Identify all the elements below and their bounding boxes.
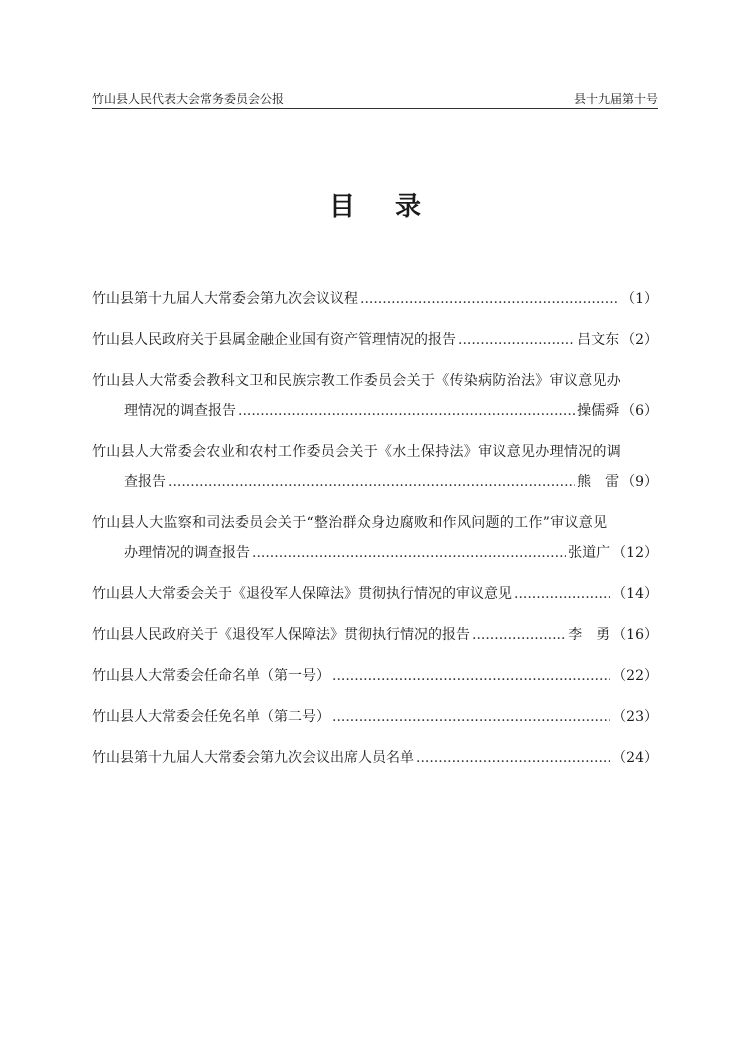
toc-entry-title: 理情况的调查报告	[124, 403, 236, 419]
toc-entry-title: 竹山县人大常委会关于《退役军人保障法》贯彻执行情况的审议意见	[92, 586, 512, 602]
header-publication-name: 竹山县人民代表大会常务委员会公报	[92, 92, 285, 106]
toc-entry-page: （24）	[612, 750, 658, 766]
toc-entry-author: 李 勇	[568, 627, 611, 643]
toc-entry-author: 吕文东	[577, 332, 620, 348]
toc-entry-page: （22）	[612, 668, 658, 684]
dot-leader	[252, 538, 566, 568]
dot-leader	[238, 396, 575, 426]
toc-entry-page: （14）	[612, 586, 658, 602]
toc-entry[interactable]	[92, 508, 658, 568]
toc-entry-author: 张道广	[568, 545, 611, 561]
toc-entry[interactable]	[92, 702, 658, 732]
toc-entry[interactable]	[92, 325, 658, 355]
toc-entry-page: （12）	[612, 545, 658, 561]
toc-entry-author: 熊 雷	[577, 474, 620, 490]
toc-entry-title: 竹山县第十九届人大常委会第九次会议议程	[92, 291, 358, 307]
dot-leader	[416, 743, 610, 773]
dot-leader	[332, 702, 610, 732]
dot-leader	[332, 661, 610, 691]
toc-entry-page: （1）	[621, 291, 658, 307]
toc-entry-title: 竹山县人大常委会任免名单（第二号）	[92, 709, 330, 725]
toc-entry[interactable]	[92, 743, 658, 773]
toc-entry[interactable]	[92, 579, 658, 609]
toc-entry[interactable]	[92, 284, 658, 314]
dot-leader	[360, 284, 619, 314]
toc-entry-title: 查报告	[124, 474, 166, 490]
dot-leader	[472, 620, 566, 650]
toc-entry-author: 操儒舜	[577, 403, 620, 419]
page-title: 目录	[328, 192, 461, 222]
toc-entry-title: 竹山县人大常委会教科文卫和民族宗教工作委员会关于《传染病防治法》审议意见办	[92, 373, 622, 389]
dot-leader	[458, 325, 575, 355]
header-issue-number: 县十九届第十号	[573, 92, 658, 106]
toc-entry-title: 办理情况的调查报告	[124, 545, 250, 561]
toc-entry-page: （9）	[621, 474, 658, 490]
running-header	[92, 88, 658, 109]
toc-entry-page: （6）	[621, 403, 658, 419]
toc-entry-title: 竹山县第十九届人大常委会第九次会议出席人员名单	[92, 750, 414, 766]
toc-entry-title: 竹山县人民政府关于县属金融企业国有资产管理情况的报告	[92, 332, 456, 348]
toc-entry-title: 竹山县人大常委会任命名单（第一号）	[92, 668, 330, 684]
toc-entry[interactable]	[92, 366, 658, 426]
toc-entry-page: （16）	[612, 627, 658, 643]
toc-entry-page: （23）	[612, 709, 658, 725]
table-of-contents	[92, 284, 658, 784]
toc-entry-title: 竹山县人大监察和司法委员会关于“整治群众身边腐败和作风问题的工作”审议意见	[92, 515, 608, 531]
toc-entry[interactable]	[92, 661, 658, 691]
dot-leader	[168, 467, 575, 497]
toc-entry[interactable]	[92, 437, 658, 497]
toc-entry-title: 竹山县人大常委会农业和农村工作委员会关于《水土保持法》审议意见办理情况的调	[92, 444, 622, 460]
toc-entry[interactable]	[92, 620, 658, 650]
toc-entry-page: （2）	[621, 332, 658, 348]
toc-entry-title: 竹山县人民政府关于《退役军人保障法》贯彻执行情况的报告	[92, 627, 470, 643]
dot-leader	[514, 579, 610, 609]
